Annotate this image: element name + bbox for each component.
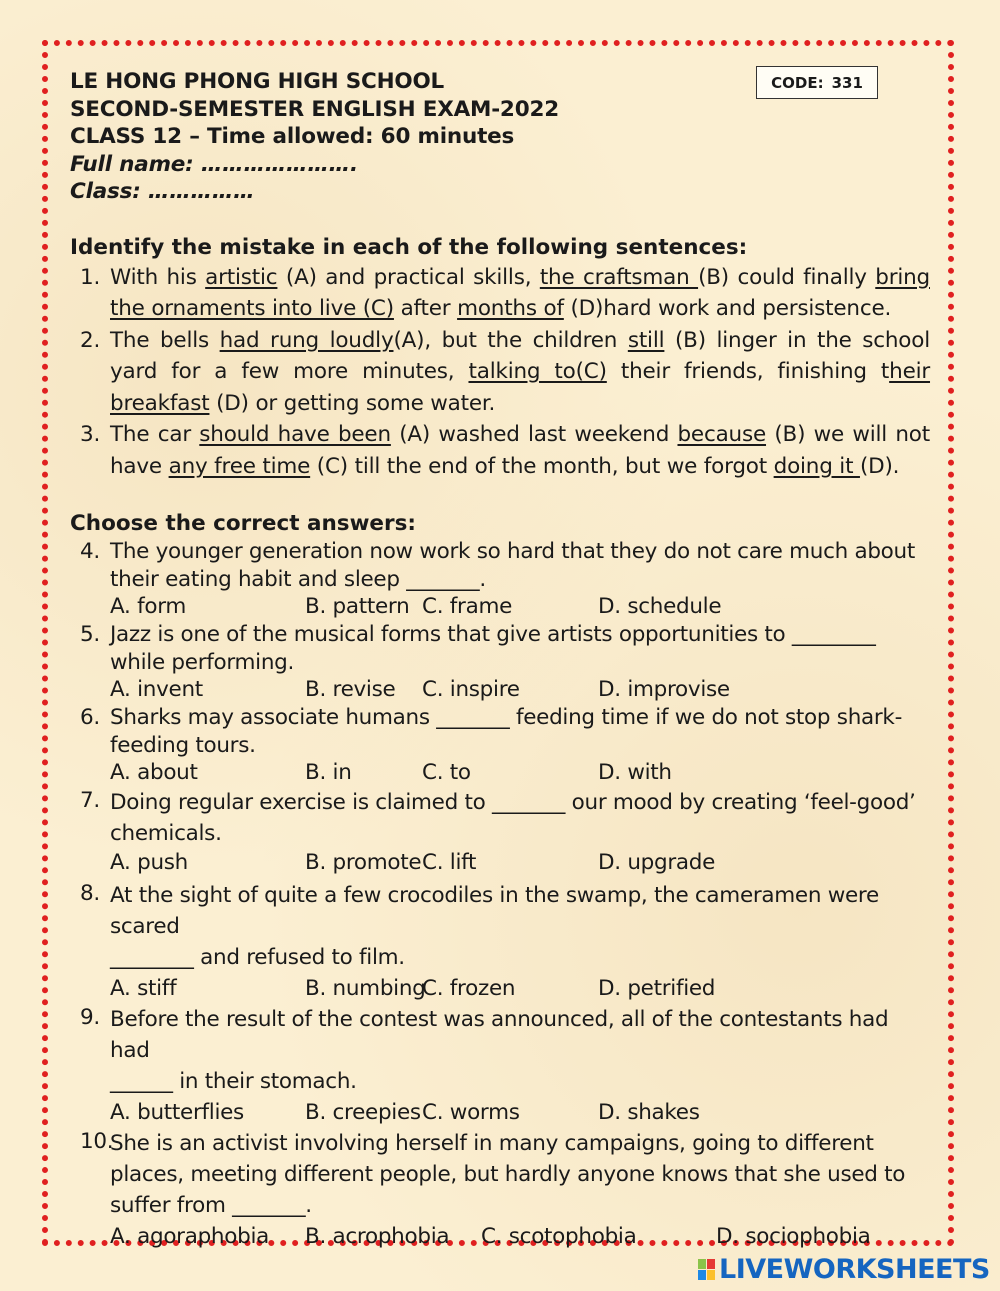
q10-option-d[interactable]: D. sociophobia — [716, 1224, 871, 1249]
liveworksheets-logo — [698, 1254, 990, 1284]
q10-option-c[interactable]: C. scotophobia — [481, 1224, 637, 1249]
q6-option-d[interactable]: D. with — [598, 760, 672, 785]
q7-option-c[interactable]: C. lift — [422, 850, 477, 875]
q3-option-b[interactable]: because — [677, 422, 767, 447]
q1-option-b[interactable]: the craftsman — [539, 264, 699, 290]
q8-option-d[interactable]: D. petrified — [598, 976, 716, 1001]
q10-option-b[interactable]: B. acrophobia — [305, 1224, 450, 1249]
question-1: 1. With his artistic (A) and practical skills, the craftsman (B) could finally bring the ornaments into live (C) after months of (D)hard work and persistence. — [80, 264, 930, 321]
q3-option-c[interactable]: any free time — [168, 453, 311, 479]
q3-option-d[interactable]: doing it — [773, 453, 860, 479]
q1-option-c[interactable]: bring the ornaments into live (C) — [110, 264, 930, 321]
liveworksheets-icon — [698, 1259, 715, 1280]
q9-option-b[interactable]: B. creepies — [305, 1100, 421, 1125]
q4-option-d[interactable]: D. schedule — [598, 594, 722, 619]
q4-option-a[interactable]: A. form — [110, 594, 187, 619]
q7-option-a[interactable]: A. push — [110, 850, 189, 875]
question-2: 2. The bells had rung loudly(A), but the children still (B) linger in the school yard for a few more minutes, talking to(C) their friends, finishing their breakfast (D) or getting some water. — [80, 327, 931, 416]
full-name-field[interactable]: Full name: …………………. — [70, 151, 358, 177]
q5-option-c[interactable]: C. inspire — [422, 677, 520, 702]
question-9: 9. Before the result of the contest was announced, all of the contestants had had ______ in their stomach. A. butterflies B. creepies C. worms D. shakes — [70, 1004, 930, 1128]
q6-option-c[interactable]: C. to — [422, 760, 471, 785]
logo-text: LIVEWORKSHEETS — [719, 1253, 990, 1285]
q10-option-a[interactable]: A. agoraphobia — [110, 1224, 270, 1249]
question-6: 6. Sharks may associate humans _______ feeding time if we do not stop shark- feeding tours. A. about B. in C. to D. with — [80, 705, 903, 785]
q5-option-b[interactable]: B. revise — [305, 677, 396, 702]
q7-option-d[interactable]: D. upgrade — [598, 850, 716, 875]
q1-option-a[interactable]: artistic — [205, 264, 278, 290]
q9-option-d[interactable]: D. shakes — [598, 1100, 700, 1125]
q9-option-c[interactable]: C. worms — [422, 1100, 520, 1125]
q8-option-a[interactable]: A. stiff — [110, 976, 177, 1001]
q4-option-b[interactable]: B. pattern — [305, 594, 410, 619]
school-name: LE HONG PHONG HIGH SCHOOL — [70, 69, 445, 94]
q4-option-c[interactable]: C. frame — [422, 594, 513, 619]
exam-content — [70, 68, 930, 1252]
q2-option-a[interactable]: had rung loudly — [219, 327, 394, 353]
question-list — [70, 538, 930, 1252]
q8-option-b[interactable]: B. numbing — [305, 976, 426, 1001]
q5-option-a[interactable]: A. invent — [110, 677, 203, 702]
section1-title: Identify the mistake in each of the following sentences: — [70, 234, 748, 260]
q2-option-d[interactable]: heir breakfast — [110, 359, 931, 416]
class-field[interactable]: Class: …………… — [70, 179, 255, 204]
question-10: 10. She is an activist involving herself in many campaigns, going to different places, meeting different people, but hardly anyone knows that she used to suffer from _______. A. agoraphobia B. acrophobia C. scotophobia D. sociophobia — [70, 1128, 930, 1252]
q8-option-c[interactable]: C. frozen — [422, 976, 516, 1001]
class-time: CLASS 12 – Time allowed: 60 minutes — [70, 124, 515, 149]
question-7: 7. Doing regular exercise is claimed to _______ our mood by creating ‘feel-good’ chemicals. A. push B. promote C. lift D. upgrade — [80, 788, 916, 875]
q9-option-a[interactable]: A. butterflies — [110, 1100, 244, 1125]
question-5: 5. Jazz is one of the musical forms that give artists opportunities to ________ while performing. A. invent B. revise C. inspire D. improvise — [80, 622, 876, 702]
q2-option-c[interactable]: talking to(C) — [468, 359, 607, 384]
q6-option-a[interactable]: A. about — [110, 760, 198, 785]
code-value: 331 — [831, 73, 863, 92]
question-8: 8. At the sight of quite a few crocodiles in the swamp, the cameramen were scared ________ and refused to film. A. stiff B. numbing C. frozen D. petrified — [70, 880, 930, 1004]
q6-option-b[interactable]: B. in — [305, 760, 352, 785]
section2-title: Choose the correct answers: — [70, 511, 417, 536]
q3-option-a[interactable]: should have been — [199, 422, 391, 447]
q1-option-d[interactable]: months of — [457, 296, 564, 321]
q7-option-b[interactable]: B. promote — [305, 850, 422, 875]
exam-title: SECOND-SEMESTER ENGLISH EXAM-2022 — [70, 96, 559, 122]
question-4: 4. The younger generation now work so hard that they do not care much about their eating habit and sleep _______. A. form B. pattern C. frame D. schedule — [80, 539, 915, 619]
q5-option-d[interactable]: D. improvise — [598, 677, 730, 702]
q2-option-b[interactable]: still — [627, 327, 665, 353]
question-3: 3. The car should have been (A) washed last weekend because (B) we will not have any free time (C) till the end of the month, but we forgot doing it (D). — [80, 422, 930, 479]
code-label: CODE: — [771, 73, 824, 92]
